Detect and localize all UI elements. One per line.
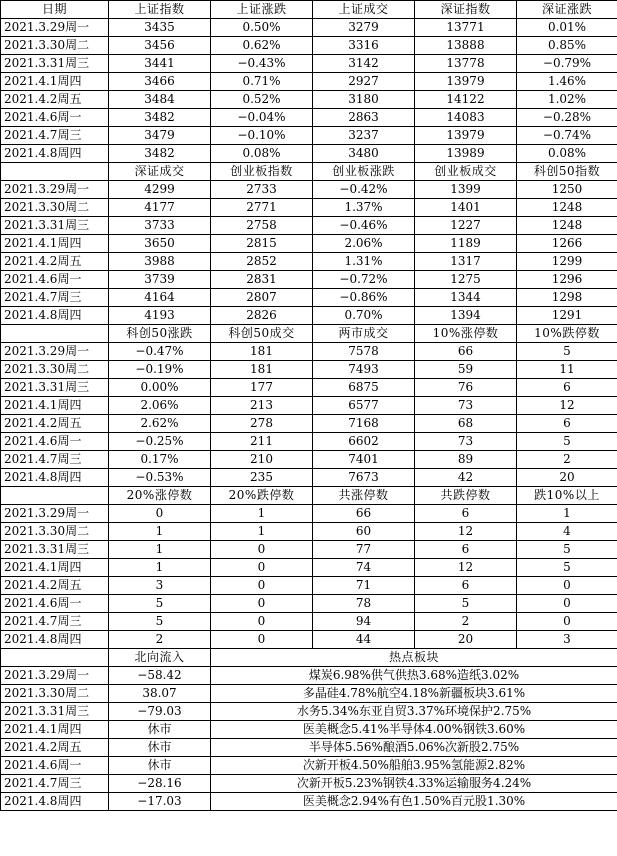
- value-cell: 2807: [211, 289, 313, 307]
- value-cell: 4299: [109, 181, 211, 199]
- table-row: [1, 577, 617, 595]
- northbound-flow-cell: 休市: [109, 757, 211, 775]
- value-cell: 13888: [415, 37, 517, 55]
- value-cell: 13989: [415, 145, 517, 163]
- value-cell: 71: [313, 577, 415, 595]
- date-cell: 2021.4.2周五: [1, 577, 109, 595]
- value-cell: 1248: [517, 199, 617, 217]
- value-cell: 0: [211, 541, 313, 559]
- date-cell: 2021.3.29周一: [1, 181, 109, 199]
- table-row: [1, 289, 617, 307]
- value-cell: 13979: [415, 73, 517, 91]
- date-cell: 2021.4.8周四: [1, 469, 109, 487]
- table-row: [1, 595, 617, 613]
- column-header: 上证成交: [313, 1, 415, 19]
- hot-sectors-cell: 医美概念5.41%半导体4.00%钢铁3.60%: [211, 721, 617, 739]
- header-row: [1, 325, 617, 343]
- northbound-flow-cell: −28.16: [109, 775, 211, 793]
- value-cell: 1: [109, 559, 211, 577]
- value-cell: 6577: [313, 397, 415, 415]
- value-cell: 0: [517, 577, 617, 595]
- column-header: 科创50成交: [211, 325, 313, 343]
- table-row: [1, 361, 617, 379]
- value-cell: 13778: [415, 55, 517, 73]
- value-cell: 13771: [415, 19, 517, 37]
- value-cell: 7168: [313, 415, 415, 433]
- value-cell: 0.71%: [211, 73, 313, 91]
- value-cell: 66: [313, 505, 415, 523]
- value-cell: 73: [415, 397, 517, 415]
- date-cell: 2021.3.30周二: [1, 199, 109, 217]
- table-body: [1, 1, 617, 811]
- table-row: [1, 253, 617, 271]
- date-cell: 2021.3.31周三: [1, 379, 109, 397]
- value-cell: 1248: [517, 217, 617, 235]
- value-cell: 4193: [109, 307, 211, 325]
- value-cell: 2831: [211, 271, 313, 289]
- value-cell: 3316: [313, 37, 415, 55]
- value-cell: 0.50%: [211, 19, 313, 37]
- value-cell: −0.86%: [313, 289, 415, 307]
- date-cell: 2021.4.1周四: [1, 397, 109, 415]
- northbound-flow-cell: −58.42: [109, 667, 211, 685]
- value-cell: 3441: [109, 55, 211, 73]
- value-cell: 2.06%: [313, 235, 415, 253]
- value-cell: 0.17%: [109, 451, 211, 469]
- date-cell: 2021.3.31周三: [1, 55, 109, 73]
- value-cell: −0.47%: [109, 343, 211, 361]
- value-cell: 3480: [313, 145, 415, 163]
- value-cell: −0.46%: [313, 217, 415, 235]
- date-cell: 2021.4.2周五: [1, 253, 109, 271]
- date-cell: 2021.4.8周四: [1, 145, 109, 163]
- hot-sectors-cell: 次新开板4.50%船舶3.95%氢能源2.82%: [211, 757, 617, 775]
- table-row: [1, 271, 617, 289]
- value-cell: 7493: [313, 361, 415, 379]
- value-cell: 1: [109, 541, 211, 559]
- column-header: 日期: [1, 1, 109, 19]
- value-cell: 0.70%: [313, 307, 415, 325]
- header-row: [1, 163, 617, 181]
- table-row: [1, 793, 617, 811]
- value-cell: 1.46%: [517, 73, 617, 91]
- table-row: [1, 685, 617, 703]
- value-cell: 5: [415, 595, 517, 613]
- value-cell: 1266: [517, 235, 617, 253]
- value-cell: 0.00%: [109, 379, 211, 397]
- value-cell: 1296: [517, 271, 617, 289]
- date-cell: 2021.4.8周四: [1, 631, 109, 649]
- value-cell: −0.53%: [109, 469, 211, 487]
- value-cell: 6: [415, 577, 517, 595]
- value-cell: 1299: [517, 253, 617, 271]
- value-cell: 1275: [415, 271, 517, 289]
- table-row: [1, 667, 617, 685]
- value-cell: 3988: [109, 253, 211, 271]
- table-row: [1, 433, 617, 451]
- value-cell: 2: [517, 451, 617, 469]
- table-row: [1, 55, 617, 73]
- column-header: 北向流入: [109, 649, 211, 667]
- value-cell: 20: [517, 469, 617, 487]
- value-cell: 1298: [517, 289, 617, 307]
- value-cell: 0: [211, 577, 313, 595]
- value-cell: 2826: [211, 307, 313, 325]
- date-cell: 2021.4.7周三: [1, 127, 109, 145]
- value-cell: 0.62%: [211, 37, 313, 55]
- value-cell: 2758: [211, 217, 313, 235]
- value-cell: −0.28%: [517, 109, 617, 127]
- value-cell: 3456: [109, 37, 211, 55]
- value-cell: 2815: [211, 235, 313, 253]
- date-cell: 2021.3.31周三: [1, 541, 109, 559]
- value-cell: 1227: [415, 217, 517, 235]
- value-cell: 44: [313, 631, 415, 649]
- column-header: 深证指数: [415, 1, 517, 19]
- value-cell: 77: [313, 541, 415, 559]
- date-cell: 2021.4.2周五: [1, 91, 109, 109]
- table-row: [1, 397, 617, 415]
- value-cell: 59: [415, 361, 517, 379]
- table-row: [1, 451, 617, 469]
- value-cell: 11: [517, 361, 617, 379]
- value-cell: 0.85%: [517, 37, 617, 55]
- value-cell: 1.37%: [313, 199, 415, 217]
- date-cell: 2021.3.29周一: [1, 19, 109, 37]
- column-header: [1, 325, 109, 343]
- value-cell: −0.43%: [211, 55, 313, 73]
- column-header: 10%涨停数: [415, 325, 517, 343]
- table-row: [1, 19, 617, 37]
- value-cell: 181: [211, 343, 313, 361]
- table-row: [1, 613, 617, 631]
- value-cell: −0.25%: [109, 433, 211, 451]
- value-cell: 0: [517, 595, 617, 613]
- column-header: 科创50涨跌: [109, 325, 211, 343]
- table-row: [1, 415, 617, 433]
- date-cell: 2021.3.29周一: [1, 667, 109, 685]
- value-cell: 1: [517, 505, 617, 523]
- header-row: [1, 487, 617, 505]
- value-cell: 89: [415, 451, 517, 469]
- value-cell: 0.08%: [517, 145, 617, 163]
- value-cell: 42: [415, 469, 517, 487]
- column-header: 创业板指数: [211, 163, 313, 181]
- table-row: [1, 559, 617, 577]
- northbound-flow-cell: 休市: [109, 739, 211, 757]
- value-cell: 4177: [109, 199, 211, 217]
- value-cell: 181: [211, 361, 313, 379]
- value-cell: −0.74%: [517, 127, 617, 145]
- value-cell: 12: [517, 397, 617, 415]
- table-row: [1, 523, 617, 541]
- date-cell: 2021.3.30周二: [1, 361, 109, 379]
- hot-sectors-cell: 煤炭6.98%供气供热3.68%造纸3.02%: [211, 667, 617, 685]
- date-cell: 2021.4.7周三: [1, 613, 109, 631]
- value-cell: 0.01%: [517, 19, 617, 37]
- value-cell: 3142: [313, 55, 415, 73]
- value-cell: 2733: [211, 181, 313, 199]
- date-cell: 2021.4.1周四: [1, 235, 109, 253]
- value-cell: 3739: [109, 271, 211, 289]
- value-cell: 5: [109, 613, 211, 631]
- date-cell: 2021.4.8周四: [1, 307, 109, 325]
- date-cell: 2021.4.1周四: [1, 559, 109, 577]
- column-header: 跌10%以上: [517, 487, 617, 505]
- value-cell: 2863: [313, 109, 415, 127]
- hot-sectors-cell: 多晶硅4.78%航空4.18%新疆板块3.61%: [211, 685, 617, 703]
- value-cell: 1189: [415, 235, 517, 253]
- value-cell: 74: [313, 559, 415, 577]
- value-cell: 6: [415, 541, 517, 559]
- column-header: 20%跌停数: [211, 487, 313, 505]
- value-cell: 4164: [109, 289, 211, 307]
- value-cell: 6: [517, 415, 617, 433]
- value-cell: 0.08%: [211, 145, 313, 163]
- value-cell: 2: [415, 613, 517, 631]
- date-cell: 2021.4.6周一: [1, 595, 109, 613]
- table-row: [1, 775, 617, 793]
- value-cell: 3: [109, 577, 211, 595]
- hot-sectors-cell: 医美概念2.94%有色1.50%百元股1.30%: [211, 793, 617, 811]
- table-row: [1, 73, 617, 91]
- value-cell: 12: [415, 523, 517, 541]
- value-cell: 1: [109, 523, 211, 541]
- value-cell: −0.19%: [109, 361, 211, 379]
- value-cell: 2852: [211, 253, 313, 271]
- value-cell: 1291: [517, 307, 617, 325]
- date-cell: 2021.4.6周一: [1, 271, 109, 289]
- value-cell: 60: [313, 523, 415, 541]
- value-cell: 3: [517, 631, 617, 649]
- value-cell: 13979: [415, 127, 517, 145]
- value-cell: 1250: [517, 181, 617, 199]
- value-cell: −0.42%: [313, 181, 415, 199]
- value-cell: 66: [415, 343, 517, 361]
- value-cell: 3482: [109, 109, 211, 127]
- header-row: [1, 649, 617, 667]
- value-cell: 1401: [415, 199, 517, 217]
- value-cell: 3479: [109, 127, 211, 145]
- value-cell: 0: [211, 631, 313, 649]
- table-row: [1, 631, 617, 649]
- hot-sectors-cell: 水务5.34%东亚自贸3.37%环境保护2.75%: [211, 703, 617, 721]
- column-header: 共涨停数: [313, 487, 415, 505]
- value-cell: 76: [415, 379, 517, 397]
- date-cell: 2021.4.6周一: [1, 757, 109, 775]
- header-row: [1, 1, 617, 19]
- value-cell: −0.79%: [517, 55, 617, 73]
- value-cell: 3180: [313, 91, 415, 109]
- column-header: 热点板块: [211, 649, 617, 667]
- column-header: 深证涨跌: [517, 1, 617, 19]
- value-cell: 3650: [109, 235, 211, 253]
- table-row: [1, 217, 617, 235]
- value-cell: 6875: [313, 379, 415, 397]
- date-cell: 2021.4.2周五: [1, 739, 109, 757]
- northbound-flow-cell: −17.03: [109, 793, 211, 811]
- table-row: [1, 739, 617, 757]
- value-cell: 3733: [109, 217, 211, 235]
- value-cell: 14083: [415, 109, 517, 127]
- value-cell: 68: [415, 415, 517, 433]
- column-header: 科创50指数: [517, 163, 617, 181]
- table-row: [1, 307, 617, 325]
- value-cell: 7578: [313, 343, 415, 361]
- value-cell: 7673: [313, 469, 415, 487]
- column-header: [1, 649, 109, 667]
- value-cell: 7401: [313, 451, 415, 469]
- date-cell: 2021.3.31周三: [1, 703, 109, 721]
- value-cell: 5: [517, 541, 617, 559]
- column-header: 上证涨跌: [211, 1, 313, 19]
- column-header: [1, 487, 109, 505]
- date-cell: 2021.4.7周三: [1, 775, 109, 793]
- value-cell: 210: [211, 451, 313, 469]
- table-row: [1, 181, 617, 199]
- table-row: [1, 379, 617, 397]
- column-header: 共跌停数: [415, 487, 517, 505]
- value-cell: 177: [211, 379, 313, 397]
- value-cell: 1.31%: [313, 253, 415, 271]
- date-cell: 2021.4.7周三: [1, 289, 109, 307]
- table-row: [1, 541, 617, 559]
- value-cell: −0.04%: [211, 109, 313, 127]
- value-cell: 1: [211, 505, 313, 523]
- value-cell: 6: [517, 379, 617, 397]
- value-cell: 94: [313, 613, 415, 631]
- table-row: [1, 505, 617, 523]
- table-row: [1, 109, 617, 127]
- value-cell: 211: [211, 433, 313, 451]
- column-header: 10%跌停数: [517, 325, 617, 343]
- value-cell: 3482: [109, 145, 211, 163]
- table-row: [1, 199, 617, 217]
- table-row: [1, 343, 617, 361]
- value-cell: 1: [211, 523, 313, 541]
- value-cell: 5: [517, 343, 617, 361]
- table-row: [1, 721, 617, 739]
- date-cell: 2021.4.2周五: [1, 415, 109, 433]
- value-cell: 4: [517, 523, 617, 541]
- table-row: [1, 37, 617, 55]
- column-header: 20%涨停数: [109, 487, 211, 505]
- value-cell: 73: [415, 433, 517, 451]
- value-cell: 3466: [109, 73, 211, 91]
- value-cell: 213: [211, 397, 313, 415]
- table-row: [1, 145, 617, 163]
- value-cell: 0.52%: [211, 91, 313, 109]
- column-header: 上证指数: [109, 1, 211, 19]
- table-row: [1, 235, 617, 253]
- date-cell: 2021.4.1周四: [1, 73, 109, 91]
- date-cell: 2021.4.1周四: [1, 721, 109, 739]
- value-cell: 0: [517, 613, 617, 631]
- value-cell: 2: [109, 631, 211, 649]
- date-cell: 2021.3.29周一: [1, 343, 109, 361]
- value-cell: 0: [211, 559, 313, 577]
- table-row: [1, 757, 617, 775]
- table-row: [1, 469, 617, 487]
- value-cell: 20: [415, 631, 517, 649]
- date-cell: 2021.4.6周一: [1, 109, 109, 127]
- date-cell: 2021.4.6周一: [1, 433, 109, 451]
- value-cell: 2771: [211, 199, 313, 217]
- value-cell: 5: [109, 595, 211, 613]
- value-cell: 6602: [313, 433, 415, 451]
- value-cell: 14122: [415, 91, 517, 109]
- column-header: [1, 163, 109, 181]
- value-cell: 6: [415, 505, 517, 523]
- value-cell: 12: [415, 559, 517, 577]
- northbound-flow-cell: 休市: [109, 721, 211, 739]
- value-cell: 5: [517, 559, 617, 577]
- date-cell: 2021.3.30周二: [1, 37, 109, 55]
- hot-sectors-cell: 半导体5.56%酿酒5.06%次新股2.75%: [211, 739, 617, 757]
- column-header: 深证成交: [109, 163, 211, 181]
- value-cell: 3279: [313, 19, 415, 37]
- value-cell: −0.10%: [211, 127, 313, 145]
- value-cell: 78: [313, 595, 415, 613]
- column-header: 两市成交: [313, 325, 415, 343]
- value-cell: 3237: [313, 127, 415, 145]
- date-cell: 2021.4.7周三: [1, 451, 109, 469]
- value-cell: 1394: [415, 307, 517, 325]
- value-cell: 2927: [313, 73, 415, 91]
- table-row: [1, 127, 617, 145]
- value-cell: 278: [211, 415, 313, 433]
- value-cell: 235: [211, 469, 313, 487]
- value-cell: 3435: [109, 19, 211, 37]
- date-cell: 2021.3.31周三: [1, 217, 109, 235]
- value-cell: 2.06%: [109, 397, 211, 415]
- table-row: [1, 703, 617, 721]
- value-cell: 1.02%: [517, 91, 617, 109]
- value-cell: 2.62%: [109, 415, 211, 433]
- value-cell: −0.72%: [313, 271, 415, 289]
- value-cell: 0: [211, 613, 313, 631]
- value-cell: 1399: [415, 181, 517, 199]
- column-header: 创业板涨跌: [313, 163, 415, 181]
- date-cell: 2021.3.30周二: [1, 523, 109, 541]
- column-header: 创业板成交: [415, 163, 517, 181]
- value-cell: 1344: [415, 289, 517, 307]
- table-row: [1, 91, 617, 109]
- northbound-flow-cell: −79.03: [109, 703, 211, 721]
- value-cell: 5: [517, 433, 617, 451]
- value-cell: 0: [211, 595, 313, 613]
- date-cell: 2021.3.29周一: [1, 505, 109, 523]
- northbound-flow-cell: 38.07: [109, 685, 211, 703]
- value-cell: 1317: [415, 253, 517, 271]
- value-cell: 3484: [109, 91, 211, 109]
- date-cell: 2021.4.8周四: [1, 793, 109, 811]
- value-cell: 0: [109, 505, 211, 523]
- hot-sectors-cell: 次新开板5.23%钢铁4.33%运输服务4.24%: [211, 775, 617, 793]
- date-cell: 2021.3.30周二: [1, 685, 109, 703]
